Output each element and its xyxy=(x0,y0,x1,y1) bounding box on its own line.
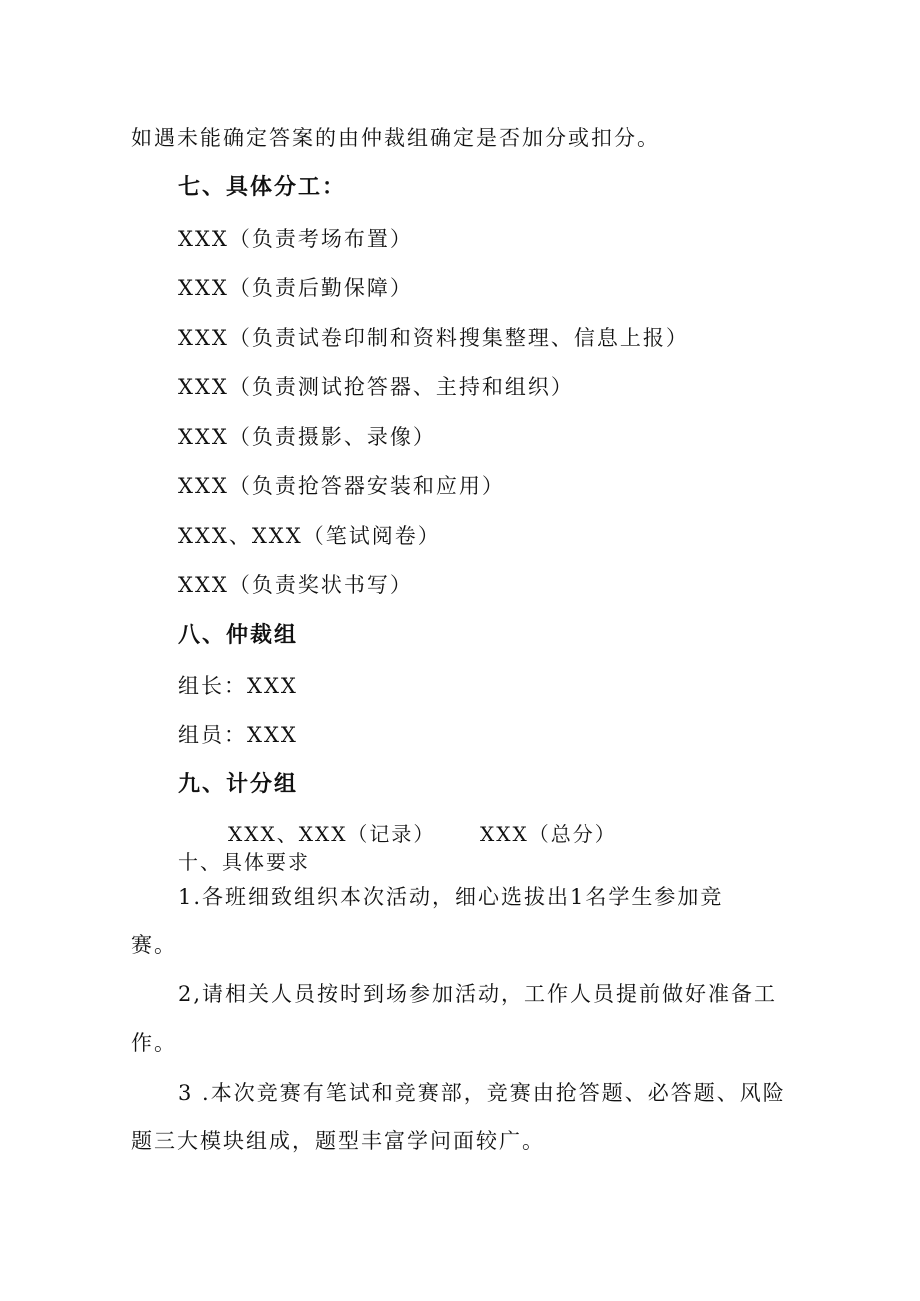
assignment-item: XXX（负责抢答器安装和应用） xyxy=(178,474,505,498)
section-8-heading: 八、仲裁组 xyxy=(178,623,299,648)
assignment-item: XXX、XXX（笔试阅卷） xyxy=(178,524,441,548)
requirement-2-line-2: 作。 xyxy=(131,1031,177,1055)
arbitration-member: 组员：XXX xyxy=(178,723,298,747)
requirement-2-line-1: 2,请相关人员按时到场参加活动，工作人员提前做好准备工 xyxy=(178,982,778,1006)
requirement-1-line-1: 1.各班细致组织本次活动，细心选拔出1名学生参加竞 xyxy=(178,885,724,909)
intro-paragraph: 如遇未能确定答案的由仲裁组确定是否加分或扣分。 xyxy=(131,126,660,150)
section-9-heading: 九、计分组 xyxy=(178,772,299,797)
requirement-3-line-1: 3 .本次竞赛有笔试和竞赛部，竞赛由抢答题、必答题、风险 xyxy=(178,1081,786,1105)
section-7-heading: 七、具体分工： xyxy=(178,175,347,200)
requirement-3-line-2: 题三大模块组成，题型丰富学问面较广。 xyxy=(131,1129,545,1153)
assignment-item: XXX（负责测试抢答器、主持和组织） xyxy=(178,375,574,399)
assignment-item: XXX（负责奖状书写） xyxy=(178,573,413,597)
scoring-total: XXX（总分） xyxy=(480,822,617,846)
scoring-record: XXX、XXX（记录） xyxy=(228,822,436,846)
arbitration-leader: 组长：XXX xyxy=(178,674,298,698)
assignment-item: XXX（负责考场布置） xyxy=(178,227,413,251)
assignment-item: XXX（负责后勤保障） xyxy=(178,276,413,300)
requirement-1-line-2: 赛。 xyxy=(131,933,177,957)
assignment-item: XXX（负责试卷印制和资料搜集整理、信息上报） xyxy=(178,326,689,350)
assignment-item: XXX（负责摄影、录像） xyxy=(178,425,436,449)
section-10-heading: 十、具体要求 xyxy=(178,850,310,874)
